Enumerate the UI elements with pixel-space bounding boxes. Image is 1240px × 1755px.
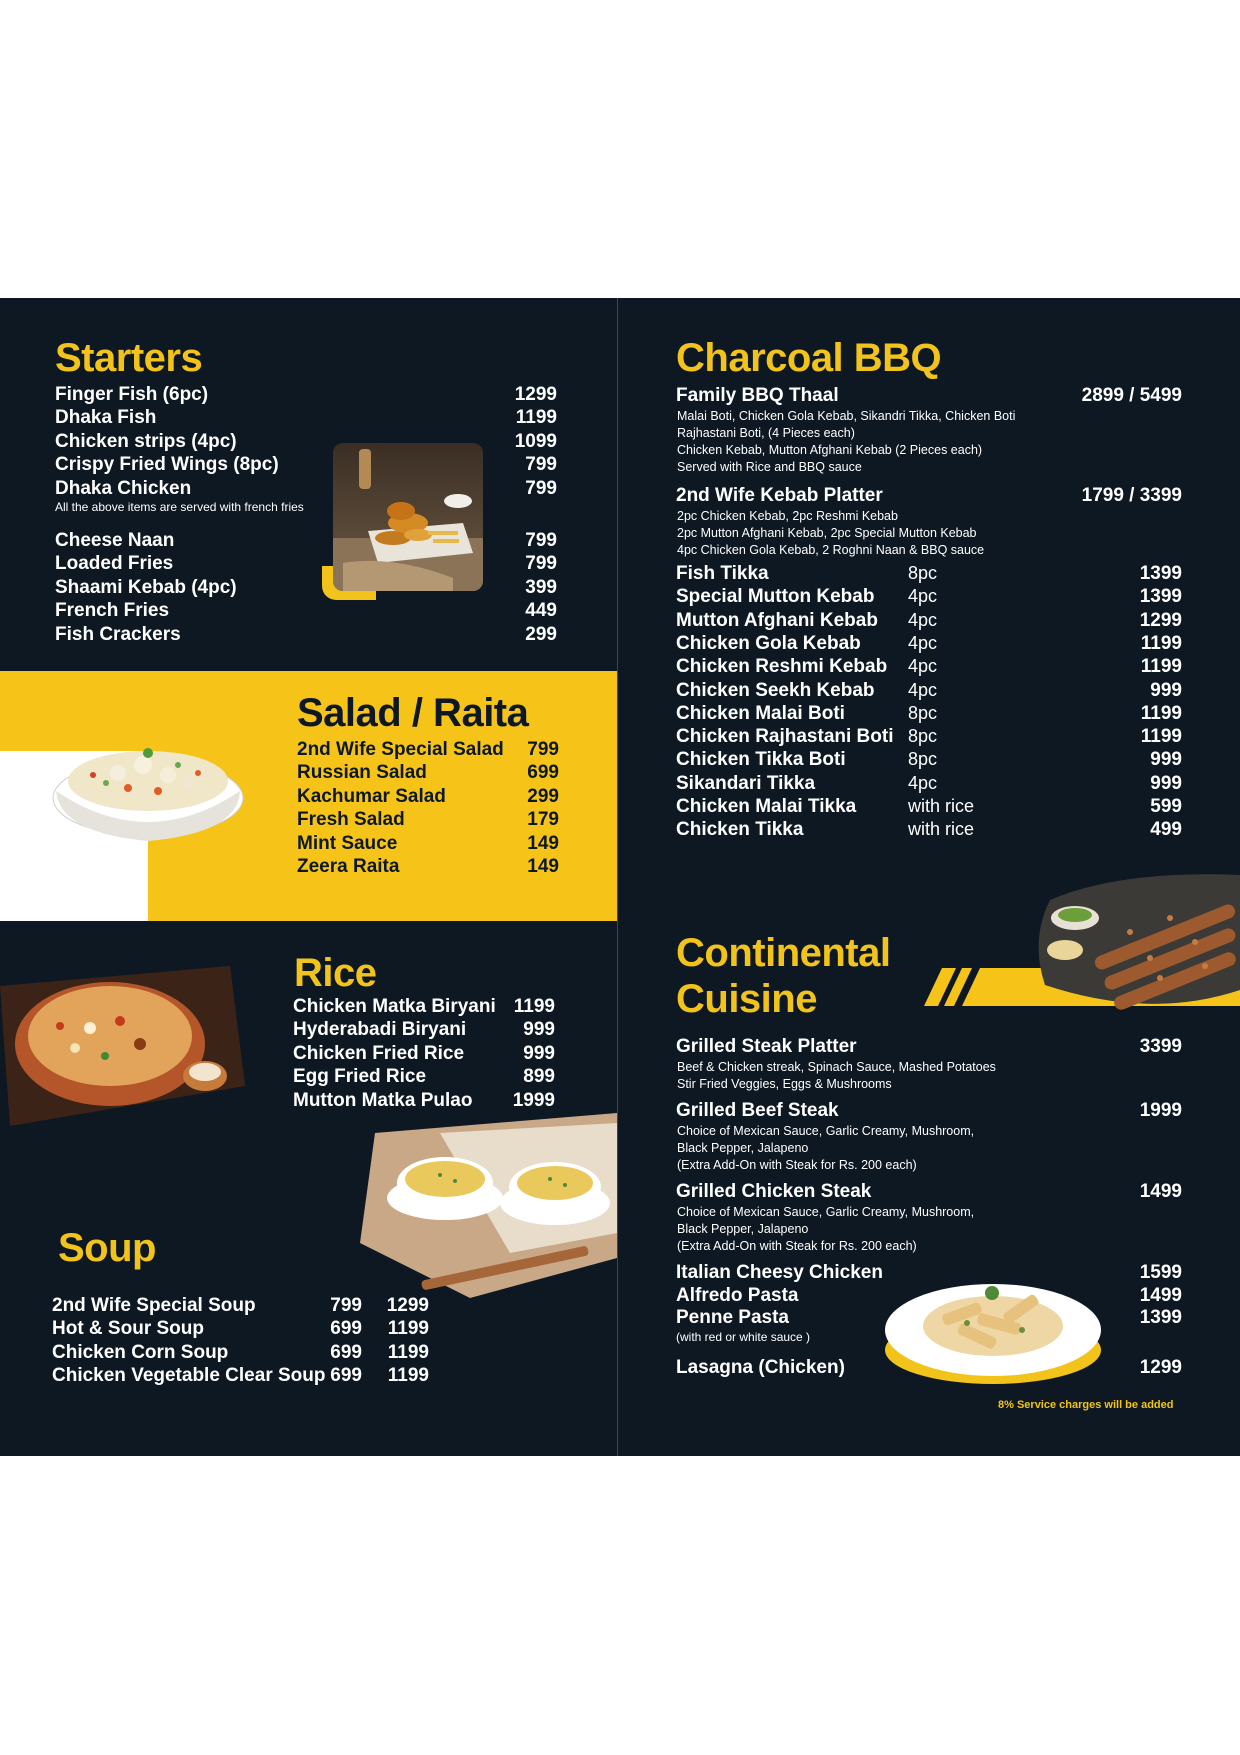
- bbq-item-name: Fish Tikka: [676, 563, 769, 584]
- starter-item-price: 799: [525, 477, 557, 499]
- continental-title-line2: Cuisine: [676, 977, 817, 1021]
- starters-note: All the above items are served with french fries: [55, 500, 304, 514]
- salad-item-name: Fresh Salad: [297, 809, 405, 831]
- rice-item-price: 999: [523, 1042, 555, 1064]
- bbq-title: Charcoal BBQ: [676, 336, 942, 380]
- bbq-item-name: Chicken Malai Boti: [676, 702, 845, 724]
- starter-item-price: 1099: [514, 430, 557, 452]
- bbq-item-name: Mutton Afghani Kebab: [676, 609, 878, 631]
- bbq-item-name: Chicken Reshmi Kebab: [676, 656, 888, 678]
- bbq-item-qty: 8pc: [908, 563, 938, 583]
- salad-item-name: Mint Sauce: [297, 832, 398, 854]
- lasagna-price: 1299: [1139, 1357, 1182, 1378]
- bbq-platter-desc: 2pc Mutton Afghani Kebab, 2pc Special Mutton Kebab: [677, 526, 977, 540]
- steak-desc: (Extra Add-On with Steak for Rs. 200 each): [677, 1239, 917, 1253]
- steak-price: 1999: [1139, 1100, 1182, 1121]
- bbq-item-price: 1299: [1139, 609, 1182, 631]
- salad-item-name: Russian Salad: [297, 762, 427, 784]
- salad-item-price: 299: [527, 785, 559, 807]
- bbq-item-name: Chicken Tikka Boti: [676, 749, 846, 771]
- starter-item-price: 1199: [515, 407, 557, 429]
- bbq-item-qty: 4pc: [908, 656, 938, 677]
- page-divider: [617, 298, 618, 1456]
- bbq-item-name: Chicken Gola Kebab: [676, 632, 861, 654]
- rice-item-price: 999: [523, 1019, 555, 1041]
- bbq-item-qty: 8pc: [908, 749, 938, 770]
- bbq-platter-desc: Malai Boti, Chicken Gola Kebab, Sikandri Tikka, Chicken Boti: [677, 409, 1016, 423]
- salad-item-name: Zeera Raita: [297, 856, 400, 877]
- bbq-platter-desc: Chicken Kebab, Mutton Afghani Kebab (2 Pieces each): [677, 443, 983, 457]
- bbq-item-name: Chicken Malai Tikka: [676, 796, 857, 817]
- pasta-note: (with red or white sauce ): [676, 1330, 811, 1344]
- bbq-item-qty: 4pc: [908, 772, 938, 793]
- starter-item-price: 1299: [514, 384, 557, 405]
- starter-item-price: 799: [525, 553, 557, 575]
- steak-name: Grilled Steak Platter: [676, 1036, 857, 1057]
- starter-item-name: French Fries: [55, 600, 170, 622]
- continental-title: [676, 930, 890, 1022]
- soup-item-price-half: 699: [330, 1365, 362, 1387]
- starter-item-name: Dhaka Fish: [55, 407, 157, 429]
- pasta-plate-image: [882, 1268, 1104, 1386]
- pasta-name: Italian Cheesy Chicken: [676, 1262, 883, 1283]
- bbq-item-price: 599: [1150, 796, 1182, 817]
- soup-photo: [360, 1113, 617, 1298]
- soup-title: Soup: [58, 1226, 156, 1270]
- steak-desc: Black Pepper, Jalapeno: [677, 1222, 809, 1236]
- soup-item-price-half: 799: [330, 1295, 362, 1316]
- steak-desc: Beef & Chicken streak, Spinach Sauce, Mashed Potatoes: [677, 1060, 996, 1074]
- bbq-platter-desc: Served with Rice and BBQ sauce: [677, 460, 862, 474]
- salad-item-price: 699: [527, 762, 559, 784]
- soup-item-name: 2nd Wife Special Soup: [52, 1295, 256, 1316]
- steak-name: Grilled Beef Steak: [676, 1100, 839, 1121]
- bbq-platter-desc: 2pc Chicken Kebab, 2pc Reshmi Kebab: [677, 509, 898, 523]
- soup-item-price-full: 1199: [387, 1341, 429, 1363]
- salad-item-price: 149: [527, 856, 559, 877]
- bbq-item-price: 1199: [1140, 632, 1182, 654]
- bbq-item-qty: 4pc: [908, 609, 938, 630]
- rice-item-price: 1999: [512, 1089, 555, 1111]
- salad-bowl-image: [48, 703, 248, 848]
- rice-item-name: Chicken Fried Rice: [293, 1042, 465, 1064]
- salad-title: Salad / Raita: [297, 691, 529, 735]
- bbq-item-price: 1199: [1140, 702, 1182, 724]
- bbq-platter-price: 2899 / 5499: [1081, 385, 1182, 406]
- steak-desc: Choice of Mexican Sauce, Garlic Creamy, Mushroom,: [677, 1124, 975, 1138]
- soup-item-price-full: 1199: [387, 1365, 429, 1387]
- salad-photo: [48, 703, 248, 848]
- pasta-name: Penne Pasta: [676, 1307, 789, 1328]
- rice-item-price: 1199: [513, 996, 555, 1017]
- rice-photo: [0, 966, 245, 1126]
- bbq-item-price: 1199: [1140, 726, 1182, 748]
- bbq-item-qty: 4pc: [908, 632, 938, 653]
- bbq-item-name: Chicken Tikka: [676, 819, 804, 841]
- seekh-kebab-image: [1030, 870, 1240, 1018]
- salad-item-price: 799: [527, 739, 559, 760]
- starter-item-name: Shaami Kebab (4pc): [55, 576, 237, 598]
- soup-item-name: Hot & Sour Soup: [52, 1318, 204, 1340]
- steak-desc: (Extra Add-On with Steak for Rs. 200 each): [677, 1158, 917, 1172]
- biryani-image: [0, 966, 245, 1126]
- soup-item-price-half: 699: [330, 1318, 362, 1340]
- kebab-photo: [1030, 870, 1240, 1018]
- bbq-item-price: 1399: [1139, 586, 1182, 608]
- continental-title-line1: Continental: [676, 931, 891, 975]
- bbq-platter-name: 2nd Wife Kebab Platter: [676, 485, 883, 506]
- salad-item-name: 2nd Wife Special Salad: [297, 739, 504, 760]
- bbq-item-price: 1199: [1140, 656, 1182, 678]
- pasta-price: 1399: [1139, 1307, 1182, 1328]
- steak-name: Grilled Chicken Steak: [676, 1181, 872, 1202]
- soup-item-price-full: 1199: [387, 1318, 429, 1340]
- bbq-item-qty: 4pc: [908, 679, 938, 700]
- starter-item-name: Finger Fish (6pc): [55, 384, 209, 405]
- starters-title: Starters: [55, 336, 203, 380]
- pasta-price: 1499: [1139, 1284, 1182, 1306]
- bbq-platter-desc: Rajhastani Boti, (4 Pieces each): [677, 426, 855, 440]
- bbq-item-qty: with rice: [908, 796, 975, 816]
- starter-item-price: 449: [525, 600, 557, 622]
- starter-item-price: 799: [525, 530, 557, 551]
- bbq-item-qty: with rice: [908, 819, 975, 840]
- rice-item-name: Chicken Matka Biryani: [293, 996, 496, 1017]
- bbq-item-price: 999: [1150, 679, 1182, 701]
- pasta-price: 1599: [1139, 1262, 1182, 1283]
- bbq-item-price: 999: [1150, 772, 1182, 794]
- starter-item-price: 299: [525, 623, 557, 645]
- bbq-platter-price: 1799 / 3399: [1081, 485, 1182, 506]
- pasta-name: Alfredo Pasta: [676, 1284, 799, 1306]
- bbq-item-name: Sikandari Tikka: [676, 772, 816, 794]
- menu-spread: [0, 298, 1240, 1456]
- starter-item-price: 799: [525, 454, 557, 476]
- bbq-item-qty: 8pc: [908, 702, 938, 723]
- starter-item-name: Cheese Naan: [55, 530, 175, 551]
- service-note: 8% Service charges will be added: [998, 1399, 1174, 1411]
- steak-desc: Black Pepper, Jalapeno: [677, 1141, 809, 1155]
- soup-item-price-half: 699: [330, 1341, 362, 1363]
- rice-item-name: Mutton Matka Pulao: [293, 1089, 473, 1111]
- bbq-item-price: 499: [1150, 819, 1182, 841]
- rice-item-price: 899: [523, 1066, 555, 1088]
- starter-item-name: Chicken strips (4pc): [55, 430, 237, 452]
- starter-item-name: Dhaka Chicken: [55, 477, 192, 499]
- soup-item-name: Chicken Vegetable Clear Soup: [52, 1365, 326, 1387]
- starter-item-name: Loaded Fries: [55, 553, 174, 575]
- soup-bowls-image: [360, 1113, 617, 1298]
- bbq-item-price: 1399: [1139, 563, 1182, 584]
- steak-desc: Choice of Mexican Sauce, Garlic Creamy, Mushroom,: [677, 1205, 975, 1219]
- salad-item-name: Kachumar Salad: [297, 785, 446, 807]
- salad-item-price: 179: [527, 809, 559, 831]
- bbq-platter-name: Family BBQ Thaal: [676, 385, 839, 406]
- steak-price: 3399: [1139, 1036, 1182, 1057]
- bbq-item-qty: 4pc: [908, 586, 938, 607]
- rice-title: Rice: [294, 951, 377, 995]
- rice-item-name: Hyderabadi Biryani: [293, 1019, 467, 1041]
- soup-item-name: Chicken Corn Soup: [52, 1341, 229, 1363]
- bbq-item-name: Chicken Rajhastani Boti: [676, 726, 894, 748]
- bbq-item-name: Chicken Seekh Kebab: [676, 679, 875, 701]
- lasagna-name: Lasagna (Chicken): [676, 1357, 845, 1378]
- bbq-item-name: Special Mutton Kebab: [676, 586, 875, 608]
- bbq-item-qty: 8pc: [908, 726, 938, 747]
- starter-item-name: Fish Crackers: [55, 623, 181, 645]
- pasta-photo: [882, 1268, 1104, 1386]
- steak-price: 1499: [1139, 1181, 1182, 1202]
- starter-item-name: Crispy Fried Wings (8pc): [55, 454, 279, 476]
- soup-item-price-full: 1299: [386, 1295, 429, 1316]
- starter-item-price: 399: [525, 576, 557, 598]
- bbq-item-price: 999: [1150, 749, 1182, 771]
- rice-item-name: Egg Fried Rice: [293, 1066, 427, 1088]
- steak-desc: Stir Fried Veggies, Eggs & Mushrooms: [677, 1077, 892, 1091]
- salad-item-price: 149: [527, 832, 559, 854]
- bbq-platter-desc: 4pc Chicken Gola Kebab, 2 Roghni Naan & BBQ sauce: [677, 543, 985, 557]
